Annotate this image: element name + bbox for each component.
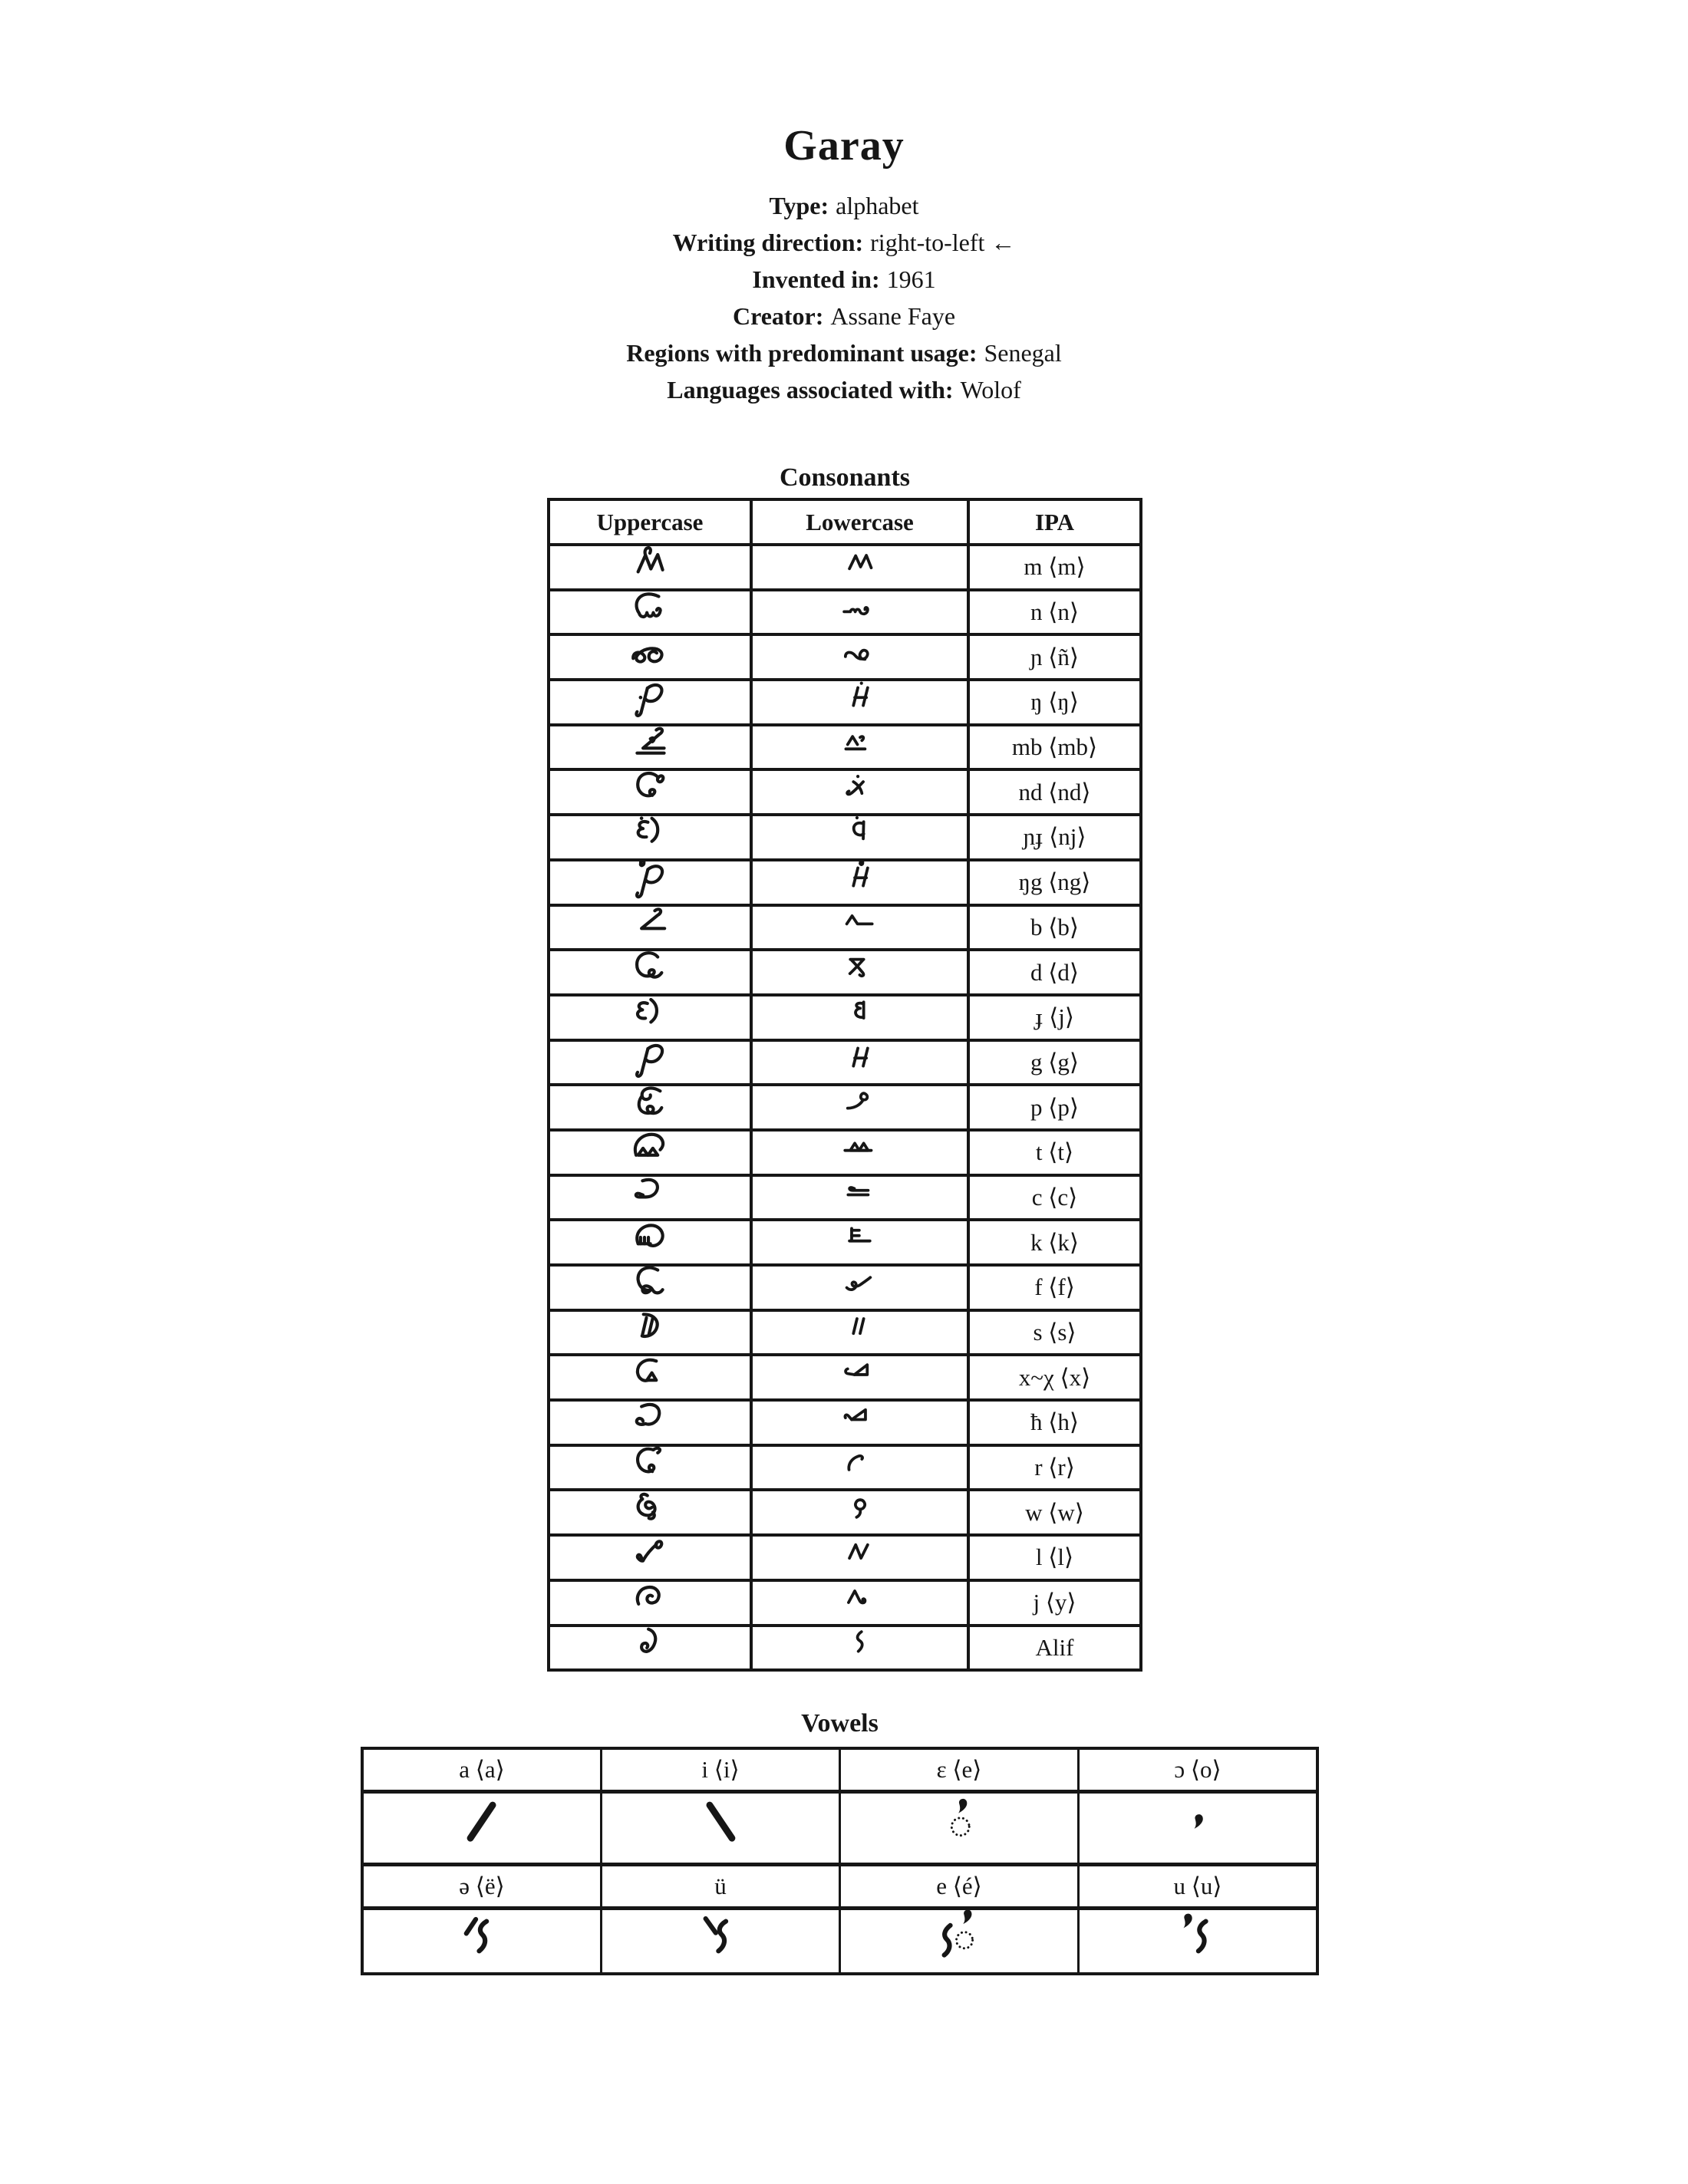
column-header-uppercase: Uppercase: [550, 501, 750, 543]
lowercase-glyph-cell: [753, 907, 967, 949]
garay-uppercase-glyph-icon: [615, 1267, 685, 1309]
garay-lowercase-glyph-icon: [828, 996, 892, 1039]
garay-lowercase-glyph-icon: [828, 1132, 892, 1174]
ipa-cell: [970, 1221, 1139, 1263]
ipa-cell: [970, 1491, 1139, 1533]
ipa-cell: [970, 546, 1139, 588]
lowercase-glyph-cell: [753, 681, 967, 723]
ipa-text: f ⟨f⟩: [1034, 1273, 1075, 1301]
uppercase-glyph-cell: [550, 726, 750, 769]
ipa-text: ɟ ⟨j⟩: [1035, 1003, 1074, 1031]
ipa-cell: [970, 1086, 1139, 1128]
uppercase-glyph-cell: [550, 681, 750, 723]
vowels-table: [361, 1747, 1319, 1975]
uppercase-glyph-cell: [550, 1042, 750, 1084]
ipa-text: r ⟨r⟩: [1034, 1454, 1075, 1481]
vowel-glyph-cell: [602, 1794, 839, 1863]
vowel-glyph-cell: [1080, 1910, 1316, 1972]
ipa-cell: [970, 1312, 1139, 1354]
lowercase-glyph-cell: [753, 1491, 967, 1533]
lowercase-glyph-cell: [753, 546, 967, 588]
ipa-cell: [970, 1582, 1139, 1624]
vowel-glyph-cell: [364, 1910, 600, 1972]
ipa-cell: [970, 951, 1139, 993]
ipa-cell: [970, 907, 1139, 949]
vowel-label-cell: [1080, 1750, 1316, 1790]
garay-uppercase-glyph-icon: [615, 1177, 685, 1219]
garay-uppercase-glyph-icon: [615, 1221, 685, 1263]
uppercase-glyph-cell: [550, 1221, 750, 1263]
consonants-heading: Consonants: [779, 463, 911, 492]
garay-uppercase-glyph-icon: [615, 1537, 685, 1579]
ipa-cell: [970, 1627, 1139, 1669]
lowercase-glyph-cell: [753, 1086, 967, 1128]
ipa-text: ħ ⟨h⟩: [1030, 1408, 1079, 1436]
lowercase-glyph-cell: [753, 1447, 967, 1489]
lowercase-glyph-cell: [753, 996, 967, 1039]
ipa-text: b ⟨b⟩: [1030, 913, 1079, 940]
meta-line-languages: [0, 371, 1688, 408]
ipa-cell: [970, 1177, 1139, 1219]
ipa-text: d ⟨d⟩: [1030, 958, 1079, 986]
vowel-glyph-cell: [364, 1794, 600, 1863]
meta-label: Regions with predominant usage:: [626, 339, 978, 367]
ipa-text: s ⟨s⟩: [1033, 1319, 1076, 1346]
ipa-text: nd ⟨nd⟩: [1018, 778, 1091, 805]
vowel-label-text: ɛ ⟨e⟩: [936, 1756, 982, 1783]
vowel-label-cell: [364, 1750, 600, 1790]
garay-lowercase-glyph-icon: [828, 1491, 892, 1533]
garay-uppercase-glyph-icon: [615, 1491, 685, 1533]
garay-uppercase-glyph-icon: [615, 1582, 685, 1624]
garay-uppercase-glyph-icon: [615, 1356, 685, 1398]
meta-value: Assane Faye: [830, 302, 956, 330]
garay-uppercase-glyph-icon: [615, 1312, 685, 1354]
uppercase-glyph-cell: [550, 1537, 750, 1579]
vowel-label-text: u ⟨u⟩: [1173, 1873, 1222, 1899]
ipa-cell: [970, 771, 1139, 813]
meta-value: alphabet: [836, 192, 919, 219]
ipa-cell: [970, 1042, 1139, 1084]
garay-lowercase-glyph-icon: [828, 1042, 892, 1084]
vowel-label-cell: [602, 1866, 839, 1906]
lowercase-glyph-cell: [753, 1267, 967, 1309]
uppercase-glyph-cell: [550, 1582, 750, 1624]
garay-uppercase-glyph-icon: [615, 726, 685, 769]
uppercase-glyph-cell: [550, 591, 750, 634]
meta-label: Creator:: [732, 302, 824, 330]
uppercase-glyph-cell: [550, 1402, 750, 1444]
garay-vowel-glyph-icon: [921, 1910, 997, 1972]
vowel-label-text: e ⟨é⟩: [936, 1873, 982, 1899]
garay-lowercase-glyph-icon: [828, 1402, 892, 1444]
garay-lowercase-glyph-icon: [828, 816, 892, 858]
garay-lowercase-glyph-icon: [828, 1447, 892, 1489]
lowercase-glyph-cell: [753, 1042, 967, 1084]
uppercase-glyph-cell: [550, 816, 750, 858]
uppercase-glyph-cell: [550, 771, 750, 813]
ipa-cell: [970, 816, 1139, 858]
garay-lowercase-glyph-icon: [828, 591, 892, 634]
lowercase-glyph-cell: [753, 636, 967, 678]
garay-uppercase-glyph-icon: [615, 1627, 685, 1669]
column-header-ipa: IPA: [970, 501, 1139, 543]
garay-uppercase-glyph-icon: [615, 1042, 685, 1084]
ipa-text: ɲɟ ⟨nj⟩: [1023, 823, 1086, 851]
lowercase-glyph-cell: [753, 771, 967, 813]
meta-value: Senegal: [984, 339, 1062, 367]
garay-vowel-glyph-icon: [683, 1910, 758, 1972]
garay-lowercase-glyph-icon: [828, 1537, 892, 1579]
uppercase-glyph-cell: [550, 546, 750, 588]
lowercase-glyph-cell: [753, 1177, 967, 1219]
uppercase-glyph-cell: [550, 1267, 750, 1309]
uppercase-glyph-cell: [550, 1491, 750, 1533]
ipa-cell: [970, 681, 1139, 723]
meta-line-direction: [0, 224, 1688, 261]
ipa-cell: [970, 1132, 1139, 1174]
garay-lowercase-glyph-icon: [828, 771, 892, 813]
meta-line-invented: [0, 261, 1688, 298]
meta-line-type: [0, 187, 1688, 224]
vowels-heading: Vowels: [801, 1709, 879, 1738]
uppercase-glyph-cell: [550, 1356, 750, 1398]
garay-uppercase-glyph-icon: [615, 1447, 685, 1489]
garay-uppercase-glyph-icon: [615, 951, 685, 993]
ipa-cell: [970, 1447, 1139, 1489]
ipa-text: m ⟨m⟩: [1024, 553, 1086, 581]
lowercase-glyph-cell: [753, 1221, 967, 1263]
uppercase-glyph-cell: [550, 1132, 750, 1174]
garay-uppercase-glyph-icon: [615, 996, 685, 1039]
ipa-text: j ⟨y⟩: [1033, 1589, 1076, 1616]
garay-lowercase-glyph-icon: [828, 1177, 892, 1219]
garay-vowel-glyph-icon: [1160, 1910, 1235, 1972]
garay-lowercase-glyph-icon: [828, 681, 892, 723]
meta-value: Wolof: [960, 376, 1021, 404]
uppercase-glyph-cell: [550, 1447, 750, 1489]
consonants-table: [547, 498, 1142, 1672]
vowel-label-cell: [1080, 1866, 1316, 1906]
lowercase-glyph-cell: [753, 816, 967, 858]
ipa-cell: [970, 996, 1139, 1039]
garay-vowel-glyph-icon: [921, 1794, 997, 1862]
ipa-cell: [970, 1402, 1139, 1444]
ipa-cell: [970, 726, 1139, 769]
vowel-glyph-cell: [841, 1910, 1077, 1972]
meta-line-regions: [0, 334, 1688, 371]
garay-uppercase-glyph-icon: [615, 1402, 685, 1444]
vowel-label-text: ɔ ⟨o⟩: [1174, 1756, 1221, 1783]
garay-lowercase-glyph-icon: [828, 1267, 892, 1309]
meta-label: Type:: [769, 192, 829, 219]
uppercase-glyph-cell: [550, 861, 750, 904]
ipa-text: c ⟨c⟩: [1031, 1183, 1078, 1211]
lowercase-glyph-cell: [753, 1627, 967, 1669]
garay-uppercase-glyph-icon: [615, 816, 685, 858]
garay-lowercase-glyph-icon: [828, 907, 892, 949]
lowercase-glyph-cell: [753, 1356, 967, 1398]
garay-uppercase-glyph-icon: [615, 591, 685, 634]
garay-lowercase-glyph-icon: [828, 546, 892, 588]
ipa-text: ɲ ⟨ñ⟩: [1030, 643, 1079, 670]
ipa-text: ŋ ⟨ŋ⟩: [1030, 688, 1079, 716]
lowercase-glyph-cell: [753, 1312, 967, 1354]
garay-vowel-glyph-icon: [444, 1794, 519, 1862]
lowercase-glyph-cell: [753, 861, 967, 904]
metadata-block: [0, 187, 1688, 408]
meta-value: 1961: [886, 265, 936, 293]
uppercase-glyph-cell: [550, 636, 750, 678]
meta-line-creator: [0, 298, 1688, 334]
vowel-label-text: i ⟨i⟩: [701, 1756, 740, 1783]
garay-lowercase-glyph-icon: [828, 1627, 892, 1669]
garay-lowercase-glyph-icon: [828, 1086, 892, 1128]
ipa-text: n ⟨n⟩: [1030, 598, 1079, 626]
ipa-text: l ⟨l⟩: [1035, 1543, 1074, 1571]
meta-label: Languages associated with:: [667, 376, 954, 404]
lowercase-glyph-cell: [753, 1132, 967, 1174]
garay-lowercase-glyph-icon: [828, 636, 892, 678]
garay-lowercase-glyph-icon: [828, 1582, 892, 1624]
garay-uppercase-glyph-icon: [615, 861, 685, 904]
ipa-text: p ⟨p⟩: [1030, 1093, 1079, 1121]
lowercase-glyph-cell: [753, 1537, 967, 1579]
ipa-cell: [970, 861, 1139, 904]
vowel-label-text: ü: [714, 1873, 727, 1899]
uppercase-glyph-cell: [550, 907, 750, 949]
meta-value: right-to-left ←: [870, 229, 1016, 256]
page-title: Garay: [783, 121, 905, 170]
garay-vowel-glyph-icon: [1160, 1794, 1235, 1862]
vowel-label-cell: [841, 1750, 1077, 1790]
vowel-glyph-cell: [1080, 1794, 1316, 1863]
ipa-text: t ⟨t⟩: [1035, 1138, 1074, 1166]
garay-lowercase-glyph-icon: [828, 1221, 892, 1263]
ipa-text: w ⟨w⟩: [1025, 1498, 1084, 1526]
garay-uppercase-glyph-icon: [615, 546, 685, 588]
ipa-cell: [970, 1267, 1139, 1309]
lowercase-glyph-cell: [753, 951, 967, 993]
garay-uppercase-glyph-icon: [615, 1132, 685, 1174]
garay-uppercase-glyph-icon: [615, 771, 685, 813]
uppercase-glyph-cell: [550, 996, 750, 1039]
garay-lowercase-glyph-icon: [828, 1356, 892, 1398]
lowercase-glyph-cell: [753, 1582, 967, 1624]
garay-vowel-glyph-icon: [444, 1910, 519, 1972]
lowercase-glyph-cell: [753, 726, 967, 769]
ipa-cell: [970, 591, 1139, 634]
garay-vowel-glyph-icon: [683, 1794, 758, 1862]
ipa-cell: [970, 636, 1139, 678]
vowel-label-cell: [364, 1866, 600, 1906]
lowercase-glyph-cell: [753, 1402, 967, 1444]
vowel-label-cell: [841, 1866, 1077, 1906]
vowel-label-text: ə ⟨ë⟩: [459, 1873, 505, 1899]
uppercase-glyph-cell: [550, 1627, 750, 1669]
ipa-cell: [970, 1537, 1139, 1579]
garay-uppercase-glyph-icon: [615, 1086, 685, 1128]
uppercase-glyph-cell: [550, 951, 750, 993]
garay-lowercase-glyph-icon: [828, 726, 892, 769]
ipa-text: g ⟨g⟩: [1030, 1048, 1079, 1076]
vowel-label-text: a ⟨a⟩: [459, 1756, 505, 1783]
garay-lowercase-glyph-icon: [828, 951, 892, 993]
uppercase-glyph-cell: [550, 1177, 750, 1219]
ipa-text: ŋg ⟨ng⟩: [1018, 868, 1091, 896]
meta-label: Writing direction:: [672, 229, 864, 256]
uppercase-glyph-cell: [550, 1312, 750, 1354]
vowel-glyph-cell: [841, 1794, 1077, 1863]
column-header-lowercase: Lowercase: [753, 501, 967, 543]
lowercase-glyph-cell: [753, 591, 967, 634]
garay-lowercase-glyph-icon: [828, 861, 892, 904]
garay-uppercase-glyph-icon: [615, 636, 685, 678]
garay-uppercase-glyph-icon: [615, 907, 685, 949]
vowel-label-cell: [602, 1750, 839, 1790]
garay-uppercase-glyph-icon: [615, 681, 685, 723]
ipa-text: Alif: [1035, 1633, 1074, 1661]
meta-label: Invented in:: [752, 265, 880, 293]
uppercase-glyph-cell: [550, 1086, 750, 1128]
ipa-text: k ⟨k⟩: [1030, 1228, 1079, 1256]
ipa-text: x~χ ⟨x⟩: [1018, 1363, 1091, 1391]
vowel-glyph-cell: [602, 1910, 839, 1972]
ipa-cell: [970, 1356, 1139, 1398]
ipa-text: mb ⟨mb⟩: [1011, 733, 1098, 761]
garay-lowercase-glyph-icon: [828, 1312, 892, 1354]
